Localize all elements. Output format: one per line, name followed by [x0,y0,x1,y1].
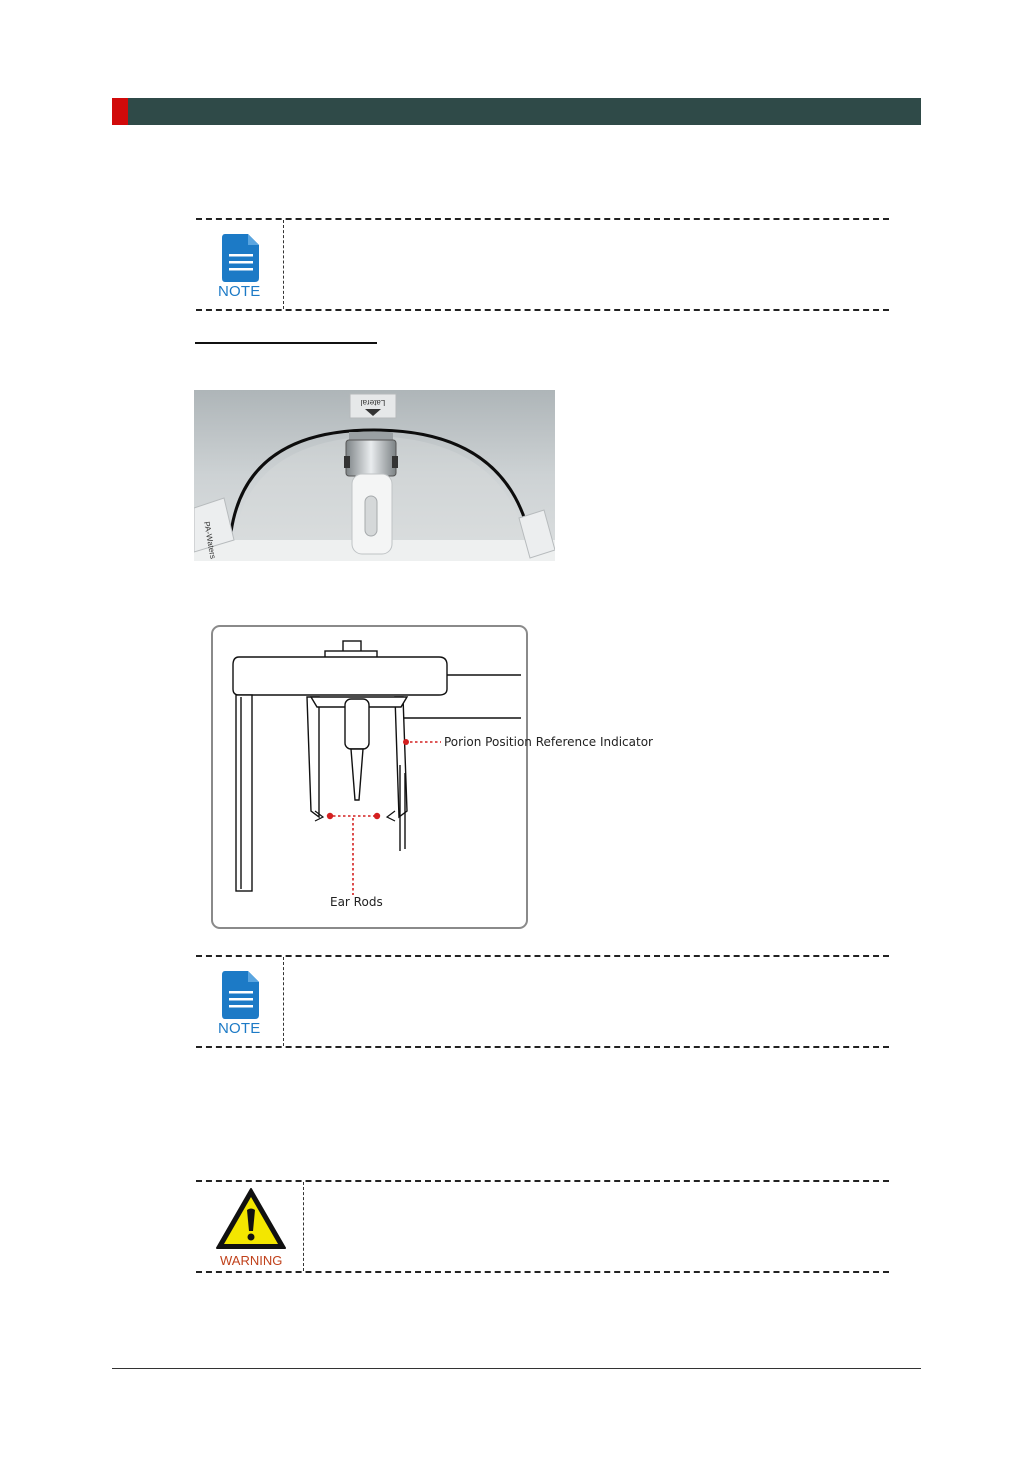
photo-pa-waters-label: PA-Waters [202,520,218,560]
warning-triangle-icon [214,1186,288,1252]
photo-lateral-label: Lateral [360,398,386,407]
section-heading-underline [195,342,377,344]
callout-divider [283,957,284,1046]
callout-divider [283,220,284,309]
ear-rods-label: Ear Rods [330,895,383,909]
porion-indicator-label: Porion Position Reference Indicator [444,735,653,749]
warning-caption: WARNING [220,1253,283,1268]
note-callout [196,218,889,311]
note-document-icon [221,969,261,1023]
section-header-accent [112,98,128,125]
callout-divider [303,1182,304,1271]
note-callout [196,955,889,1048]
head-positioner-diagram [211,625,671,929]
section-header-bar [112,98,921,125]
head-positioner-photo [194,390,555,561]
warning-callout [196,1180,889,1273]
note-caption: NOTE [218,1020,261,1037]
note-document-icon [221,232,261,286]
note-caption: NOTE [218,283,261,300]
footer-rule [112,1368,921,1369]
